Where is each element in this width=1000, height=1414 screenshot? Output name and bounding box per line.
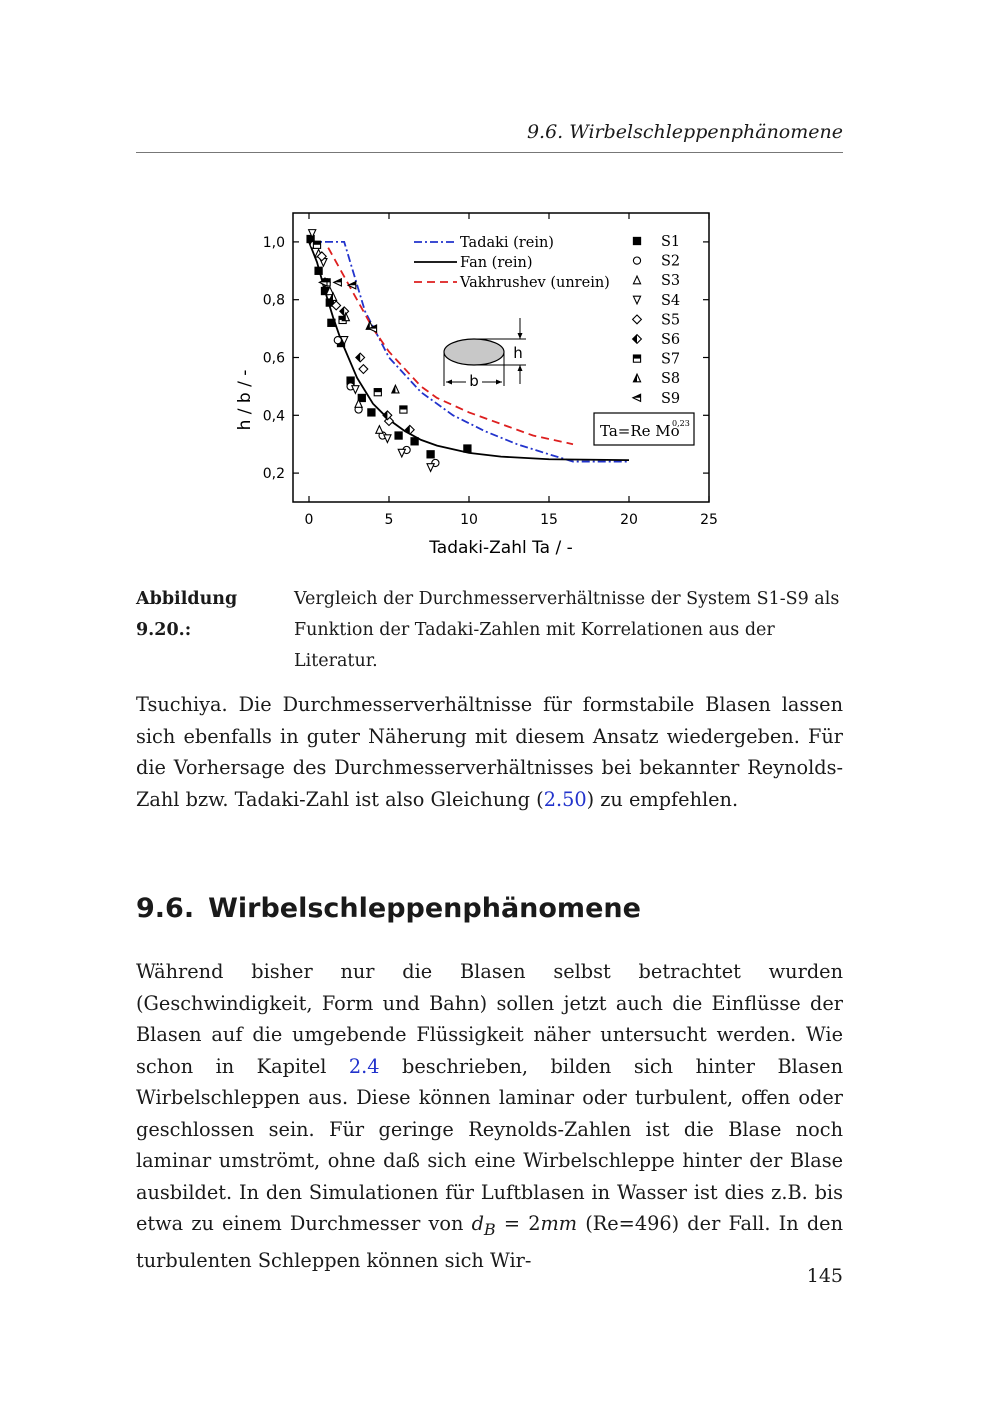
section-title: Wirbelschleppenphänomene <box>208 893 641 924</box>
diagram-label-b: b <box>469 372 479 390</box>
legend-marker-s3 <box>633 276 640 284</box>
header-rule <box>136 152 843 153</box>
figure-chart <box>200 200 760 570</box>
paragraph-body-part2: beschrieben, bilden sich hinter Blasen Wirbelschleppen aus. Diese können laminar oder turbulent, offen oder geschlossen sein. Für geringe Reynolds-Zahlen ist die Blase noch laminar umströmt, ohne daß sich eine Wirbelschleppe hinter der Blase ausbildet. In den Simulationen für Luftblasen in Wasser ist dies z.B. bis etwa zu einem Durchmesser von <box>136 1054 843 1235</box>
legend-curve-label: Fan (rein) <box>460 255 533 271</box>
formula-inset <box>594 413 694 445</box>
legend-curve-label: Tadaki (rein) <box>460 235 554 251</box>
point-s7-fill <box>313 241 320 245</box>
point-s6-fill <box>383 411 387 420</box>
equation-link[interactable]: 2.50 <box>543 787 587 811</box>
caption-label: Abbildung 9.20.: <box>136 589 238 640</box>
x-axis-label: Tadaki-Zahl Ta / - <box>429 538 573 558</box>
point-s1 <box>368 409 375 416</box>
point-s7-fill <box>400 406 407 410</box>
legend-series-label: S3 <box>661 273 681 290</box>
legend-series-label: S7 <box>661 351 681 368</box>
page-number: 145 <box>806 1265 843 1287</box>
legend-series-label: S2 <box>661 253 681 270</box>
point-s1 <box>427 451 434 458</box>
point-s1 <box>395 432 402 439</box>
math-equals: = 2 <box>495 1212 541 1235</box>
formula-text: Ta=Re Mo <box>600 422 680 440</box>
legend-marker-s5 <box>633 315 642 324</box>
point-s1 <box>328 319 335 326</box>
legend-series-label: S6 <box>661 332 681 348</box>
y-tick-label: 0,6 <box>262 350 285 367</box>
x-tick-label: 20 <box>620 512 638 528</box>
paragraph-body <box>136 956 843 1277</box>
point-s6-fill <box>356 353 360 362</box>
y-tick-label: 1,0 <box>262 234 285 251</box>
bubble-diagram <box>444 318 526 390</box>
point-s2 <box>334 337 341 344</box>
point-s3 <box>376 426 383 434</box>
y-tick-label: 0,2 <box>262 466 285 483</box>
legend-marker-s2 <box>633 257 640 264</box>
x-tick-label: 0 <box>304 512 314 528</box>
legend-marker-s1 <box>633 237 640 244</box>
paragraph-intro <box>136 689 843 815</box>
math-subscript: B <box>483 1219 496 1239</box>
section-number: 9.6. <box>136 893 195 924</box>
point-s1 <box>464 445 471 452</box>
y-tick-label: 0,8 <box>262 292 285 309</box>
x-tick-label: 15 <box>540 512 558 528</box>
y-tick-label: 0,4 <box>262 408 285 425</box>
legend-series-label: S8 <box>661 371 681 388</box>
chapter-link[interactable]: 2.4 <box>348 1054 380 1078</box>
diagram-label-h: h <box>513 344 523 362</box>
caption-text: Vergleich der Durchmesserverhältnisse der System S1-S9 als Funktion der Tadaki-Zahlen mit Korrelationen aus der Literatur. <box>294 589 840 671</box>
paragraph-body-part1: Während bisher nur die Blasen selbst betrachtet wurden (Geschwindigkeit, Form und Bahn) sollen jetzt auch die Einflüsse der Blasen auf die umgebende Flüssigkeit näher untersucht werden. Wie schon in Kapitel <box>136 960 843 1078</box>
math-unit: mm <box>540 1212 578 1235</box>
x-tick-label: 5 <box>384 512 394 528</box>
figure-caption <box>136 584 846 677</box>
legend-marker-s4 <box>633 296 640 304</box>
y-axis-label: h / b / - <box>235 369 255 431</box>
point-s6-fill <box>340 307 344 316</box>
running-head: 9.6. Wirbelschleppenphänomene <box>526 121 843 143</box>
legend-series-label: S5 <box>661 312 681 329</box>
legend-series-label: S4 <box>661 292 681 309</box>
legend-series-label: S9 <box>661 390 681 407</box>
legend-curve-label: Vakhrushev (unrein) <box>460 275 610 291</box>
point-s1 <box>315 267 322 274</box>
point-s5 <box>359 365 368 374</box>
x-tick-label: 10 <box>460 512 478 528</box>
point-s7-fill <box>374 389 381 393</box>
legend-marker-s6-fill <box>633 335 637 344</box>
section-heading <box>136 893 641 924</box>
point-s4 <box>427 464 434 472</box>
legend-marker-s7-fill <box>633 355 640 359</box>
point-s1 <box>411 438 418 445</box>
paragraph-body-part3: (Re=496) der Fall. In den turbulenten Schleppen können sich Wir- <box>136 1212 843 1273</box>
legend-series-label: S1 <box>661 234 681 250</box>
math-variable: d <box>471 1212 484 1235</box>
paragraph-intro-text: Tsuchiya. Die Durchmesserverhältnisse für formstabile Blasen lassen sich ebenfalls in guter Näherung mit diesem Ansatz wiedergeben. Für die Vorhersage des Durchmesserverhältnisses bei bekannter Reynolds-Zahl bzw. Tadaki-Zahl ist also Gleichung ( <box>136 693 843 811</box>
formula-exponent: 0,23 <box>672 419 690 428</box>
x-tick-label: 25 <box>700 512 718 528</box>
legend-marker-s8-fill <box>633 374 637 382</box>
paragraph-intro-tail: ) zu empfehlen. <box>586 787 739 811</box>
